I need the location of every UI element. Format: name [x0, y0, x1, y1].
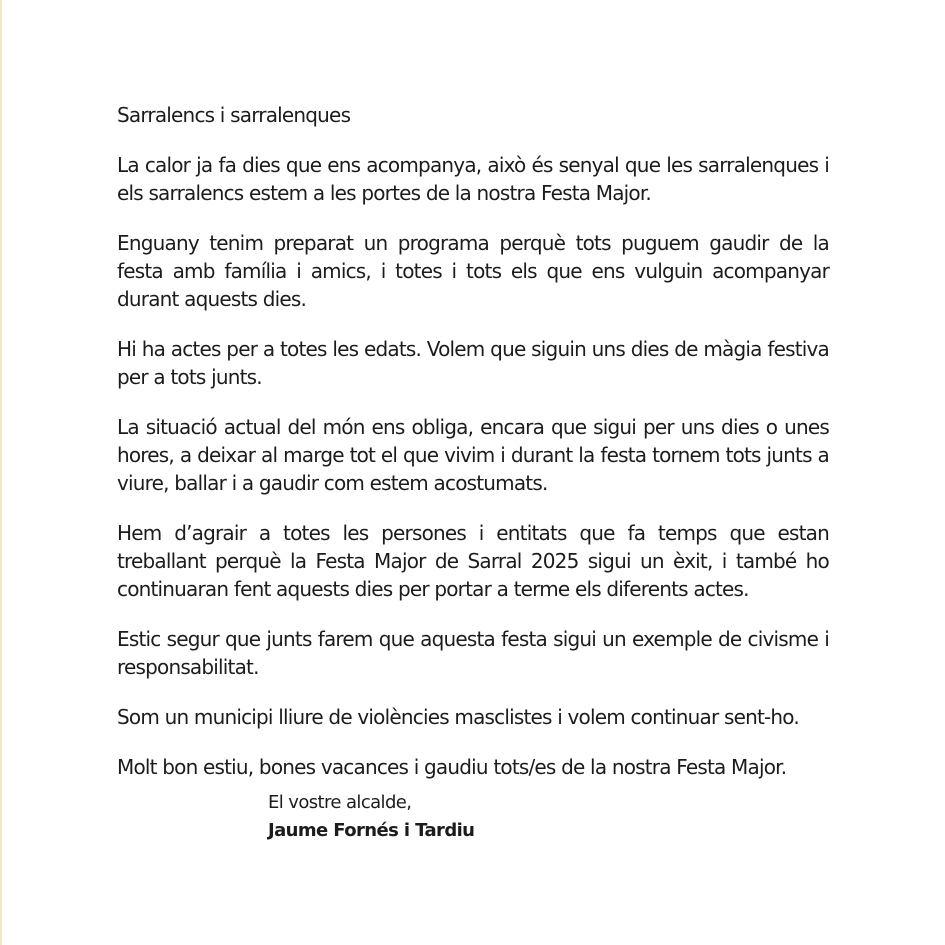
letter-paragraph: La situació actual del món ens obliga, encara que sigui per uns dies o unes hores, a deixar al marge tot el que vivim i durant la festa tornem tots junts a viure, ballar i a gaudir com estem acostumats.	[117, 415, 829, 495]
signature-name: Jaume Fornés i Tardiu	[268, 820, 475, 841]
letter-body	[117, 101, 829, 803]
page-edge	[0, 0, 2, 945]
letter-paragraph: Hi ha actes per a totes les edats. Volem que siguin uns dies de màgia festiva per a tots junts.	[117, 337, 829, 389]
signature-role: El vostre alcalde,	[268, 792, 412, 813]
letter-paragraph: Molt bon estiu, bones vacances i gaudiu tots/es de la nostra Festa Major.	[117, 755, 787, 779]
letter-greeting: Sarralencs i sarralenques	[117, 103, 351, 127]
letter-paragraph: La calor ja fa dies que ens acompanya, això és senyal que les sarralenques i els sarralencs estem a les portes de la nostra Festa Major.	[117, 153, 829, 205]
letter-paragraph: Som un municipi lliure de violències masclistes i volem continuar sent-ho.	[117, 705, 799, 729]
signature-block	[268, 789, 474, 845]
letter-paragraph: Hem d’agrair a totes les persones i entitats que fa temps que estan treballant perquè la Festa Major de Sarral 2025 sigui un èxit, i també ho continuaran fent aquests dies per portar a terme els diferents actes.	[117, 521, 829, 601]
letter-paragraph: Estic segur que junts farem que aquesta festa sigui un exemple de civisme i responsabilitat.	[117, 627, 829, 679]
letter-paragraph: Enguany tenim preparat un programa perquè tots puguem gaudir de la festa amb família i amics, i totes i tots els que ens vulguin acompanyar durant aquests dies.	[117, 231, 829, 311]
